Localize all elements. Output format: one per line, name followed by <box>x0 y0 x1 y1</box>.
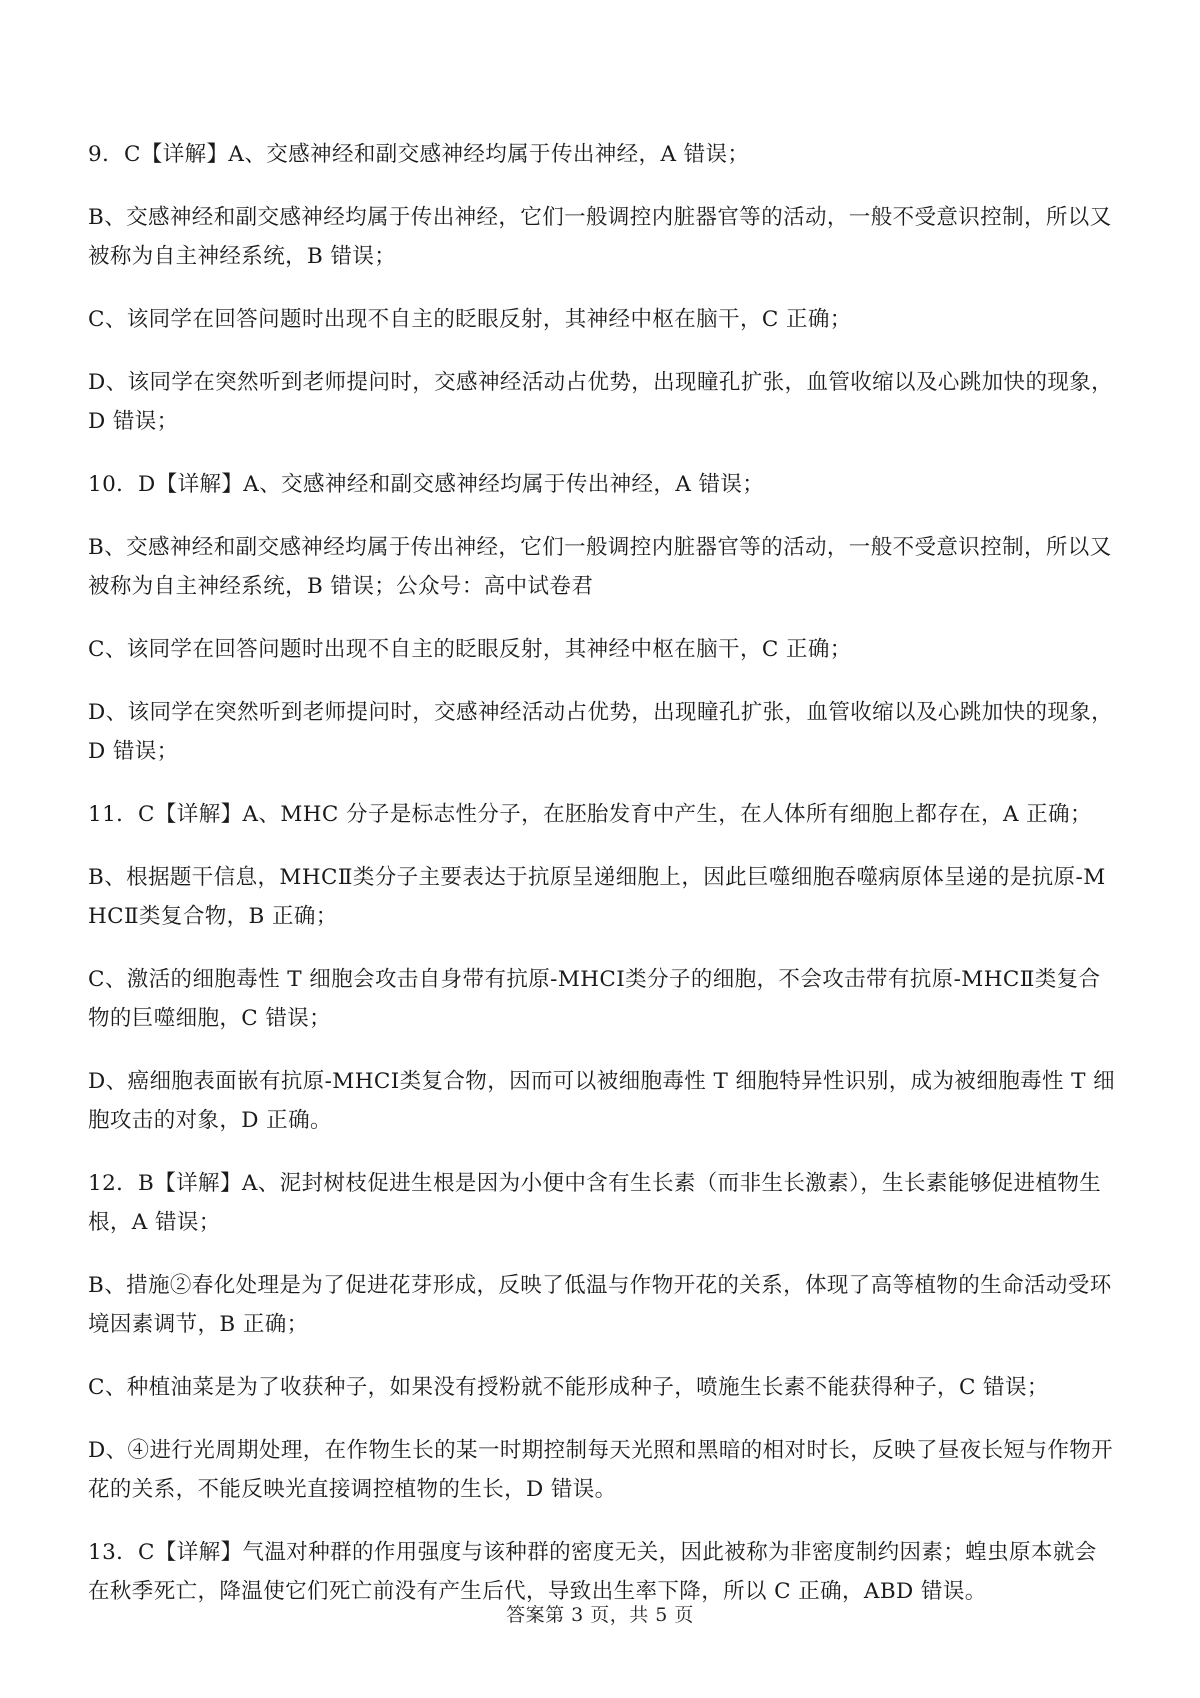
answer-q10-b: B、交感神经和副交感神经均属于传出神经，它们一般调控内脏器官等的活动，一般不受意识控制，所以又被称为自主神经系统，B 错误；公众号：高中试卷君 <box>88 535 1112 599</box>
answer-q12-c: C、种植油菜是为了收获种子，如果没有授粉就不能形成种子，喷施生长素不能获得种子，C 错误； <box>88 1375 1049 1400</box>
answer-q10-a: 10．D【详解】A、交感神经和副交感神经均属于传出神经，A 错误； <box>88 472 765 497</box>
answer-q12-b: B、措施②春化处理是为了促进花芽形成，反映了低温与作物开花的关系，体现了高等植物的生命活动受环境因素调节，B 正确； <box>88 1273 1112 1337</box>
answer-q12-a: 12．B【详解】A、泥封树枝促进生根是因为小便中含有生长素（而非生长激素），生长素能够促进植物生根，A 错误； <box>88 1171 1102 1235</box>
answer-page <box>88 135 1118 1635</box>
answer-q11-c: C、激活的细胞毒性 T 细胞会攻击自身带有抗原-MHCⅠ类分子的细胞，不会攻击带有抗原-MHCⅡ类复合物的巨噬细胞，C 错误； <box>88 967 1101 1031</box>
answer-q9-c: C、该同学在回答问题时出现不自主的眨眼反射，其神经中枢在脑干，C 正确； <box>88 307 852 332</box>
page-footer: 答案第 3 页，共 5 页 <box>506 1604 694 1626</box>
answer-q9-a: 9．C【详解】A、交感神经和副交感神经均属于传出神经，A 错误； <box>88 142 750 167</box>
answer-q12-d: D、④进行光周期处理，在作物生长的某一时期控制每天光照和黑暗的相对时长，反映了昼夜长短与作物开花的关系，不能反映光直接调控植物的生长，D 错误。 <box>88 1438 1114 1502</box>
answer-q13: 13．C【详解】气温对种群的作用强度与该种群的密度无关，因此被称为非密度制约因素；蝗虫原本就会在秋季死亡，降温使它们死亡前没有产生后代，导致出生率下降，所以 C 正确，ABD 错误。 <box>88 1540 1097 1604</box>
answer-q9-b: B、交感神经和副交感神经均属于传出神经，它们一般调控内脏器官等的活动，一般不受意识控制，所以又被称为自主神经系统，B 错误； <box>88 205 1112 269</box>
answer-q11-b: B、根据题干信息，MHCⅡ类分子主要表达于抗原呈递细胞上，因此巨噬细胞吞噬病原体呈递的是抗原-MHCⅡ类复合物，B 正确； <box>88 865 1106 929</box>
answer-q11-d: D、癌细胞表面嵌有抗原-MHCⅠ类复合物，因而可以被细胞毒性 T 细胞特异性识别，成为被细胞毒性 T 细胞攻击的对象，D 正确。 <box>88 1069 1116 1133</box>
answer-q9-d: D、该同学在突然听到老师提问时，交感神经活动占优势，出现瞳孔扩张，血管收缩以及心跳加快的现象，D 错误； <box>88 370 1114 434</box>
answer-q10-c: C、该同学在回答问题时出现不自主的眨眼反射，其神经中枢在脑干，C 正确； <box>88 637 852 662</box>
answer-q11-a: 11．C【详解】A、MHC 分子是标志性分子，在胚胎发育中产生，在人体所有细胞上都存在，A 正确； <box>88 802 1092 827</box>
answer-q10-d: D、该同学在突然听到老师提问时，交感神经活动占优势，出现瞳孔扩张，血管收缩以及心跳加快的现象，D 错误； <box>88 700 1114 764</box>
